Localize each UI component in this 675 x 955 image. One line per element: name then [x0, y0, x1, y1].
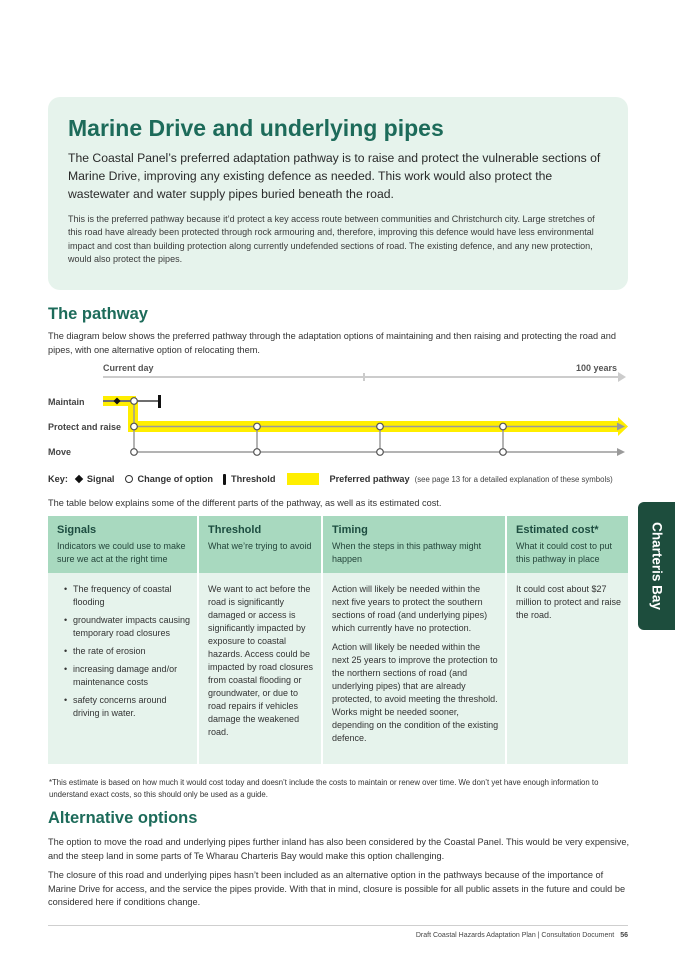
header-sub: When the steps in this pathway might happen [332, 541, 482, 564]
header-title: Estimated cost* [516, 524, 599, 536]
change-of-option-icon [125, 475, 133, 483]
timeline-start-label: Current day [103, 363, 154, 373]
pathway-text: The diagram below shows the preferred pathway through the adaptation options of maintaining and then raising and protecting the road and pipes, with one alternative option of relocating them. [48, 331, 616, 355]
table-row [48, 573, 628, 764]
maintain-threshold [158, 395, 161, 408]
page-number: 56 [620, 932, 628, 939]
header-threshold [198, 516, 322, 573]
key-preferred: Preferred pathway [329, 474, 410, 484]
header-timing [322, 516, 506, 573]
side-tab-label: Charteris Bay [649, 522, 664, 610]
threshold-cell: We want to act before the road is significantly damaged or access is significantly impacted by exposure to coastal hazards. Access could be impacted by road closures from coastal flooding or groundwater, or due to road repairs if vehicles damage the weakened road. [198, 573, 322, 764]
section-side-tab[interactable] [638, 502, 675, 630]
list-item: • increasing damage and/or maintenance costs [65, 663, 191, 689]
intro-lead: The Coastal Panel’s preferred adaptation pathway is to raise and protect the vulnerable sections of Marine Drive, improving any existing defence as needed. This work would also protect the wastewater and water supply pipes buried beneath the road. [68, 151, 601, 201]
alternative-paragraph-2: The closure of this road and underlying pipes hasn’t been included as an alternative option in the pathways because of the importance of Marine Drive for access, and the service the pipes provide. With that in mind, closure is possible for all public assets in the future and could be considered here if conditions change. [48, 870, 626, 907]
header-sub: Indicators we could use to make sure we act at the right time [57, 541, 186, 564]
header-sub: What it could cost to put this pathway in place [516, 541, 613, 564]
timeline-end-label: 100 years [575, 363, 617, 373]
header-signals [48, 516, 198, 573]
key-note: (see page 13 for a detailed explanation of these symbols) [414, 474, 613, 484]
cost-footnote: *This estimate is based on how much it would cost today and doesn’t include the costs to maintain or renew over time. We don’t yet have enough information to understand exact costs, so this should only be used as a guide. [49, 778, 599, 799]
protect-change-node [254, 423, 261, 430]
signals-list [57, 583, 191, 720]
header-cost [506, 516, 628, 573]
alternative-heading: Alternative options [48, 809, 198, 827]
key-signal: Signal [86, 474, 115, 484]
header-title: Threshold [208, 524, 262, 536]
move-arrow [617, 448, 625, 456]
header-title: Signals [57, 524, 97, 536]
move-change-node [500, 449, 507, 456]
header-sub: What we’re trying to avoid [208, 541, 312, 551]
threshold-icon [223, 474, 226, 485]
section-title: Marine Drive and underlying pipes [68, 115, 444, 141]
preferred-pathway-swatch [287, 473, 319, 485]
diagram-key [48, 473, 613, 485]
key-label: Key: [48, 474, 68, 484]
header-title: Timing [332, 524, 368, 536]
key-change: Change of option [137, 474, 214, 484]
timing-paragraph: Action will likely be needed within the next five years to protect the southern sections of road (and underlying pipes) which currently have no protection. [332, 584, 488, 633]
footer-text-wrap [416, 932, 628, 939]
intro-box [48, 97, 628, 290]
list-item: • safety concerns around driving in water. [65, 694, 191, 720]
move-change-node [131, 449, 138, 456]
protect-change-node [500, 423, 507, 430]
timing-paragraph: Action will likely be needed within the next 25 years to improve the protection to the northern sections of road (and underlying pipes) that are already protected, to avoid meeting the threshold. Works might be needed sooner, depending on the condition of the existing defence. [332, 642, 499, 743]
list-item: • groundwater impacts causing temporary road closures [65, 614, 191, 640]
list-item: • the rate of erosion [65, 645, 191, 658]
signals-cell [48, 573, 198, 764]
row-label-protect: Protect and raise [48, 422, 122, 432]
table-header-row [48, 516, 628, 573]
signal-icon [75, 475, 83, 483]
key-threshold: Threshold [231, 474, 276, 484]
list-item: • The frequency of coastal flooding [65, 583, 191, 609]
alternative-paragraph-1: The option to move the road and underlying pipes further inland has also been considered by the Coastal Panel. This would be very expensive, and the steep land in some parts of Te Wharau Charteris Bay would make this option challenging. [48, 837, 630, 861]
move-change-node [254, 449, 261, 456]
pathway-heading: The pathway [48, 305, 148, 323]
page-footer [48, 925, 628, 939]
row-label-move: Move [48, 447, 72, 457]
move-change-node [377, 449, 384, 456]
timing-cell [322, 573, 506, 764]
timeline-arrow [618, 372, 626, 382]
cost-cell: It could cost about $27 million to protect and raise the road. [506, 573, 628, 764]
row-label-maintain: Maintain [48, 397, 85, 407]
pathway-table [48, 516, 628, 764]
protect-change-node [377, 423, 384, 430]
table-intro: The table below explains some of the different parts of the pathway, as well as its estimated cost. [48, 498, 442, 508]
protect-change-node [131, 423, 138, 430]
maintain-change-node [131, 398, 138, 405]
footer-document-name: Draft Coastal Hazards Adaptation Plan | Consultation Document [415, 932, 615, 939]
pathway-diagram [48, 360, 630, 462]
intro-body: This is the preferred pathway because it’d protect a key access route between communities and Christchurch city. Large stretches of this road have already been protected through rock armouring and, therefore, improving this defence would have less environmental impact and cost than building protection along currently undefended sections of road. The existing defence, and any new protection, would also protect the pipes. [68, 214, 595, 265]
